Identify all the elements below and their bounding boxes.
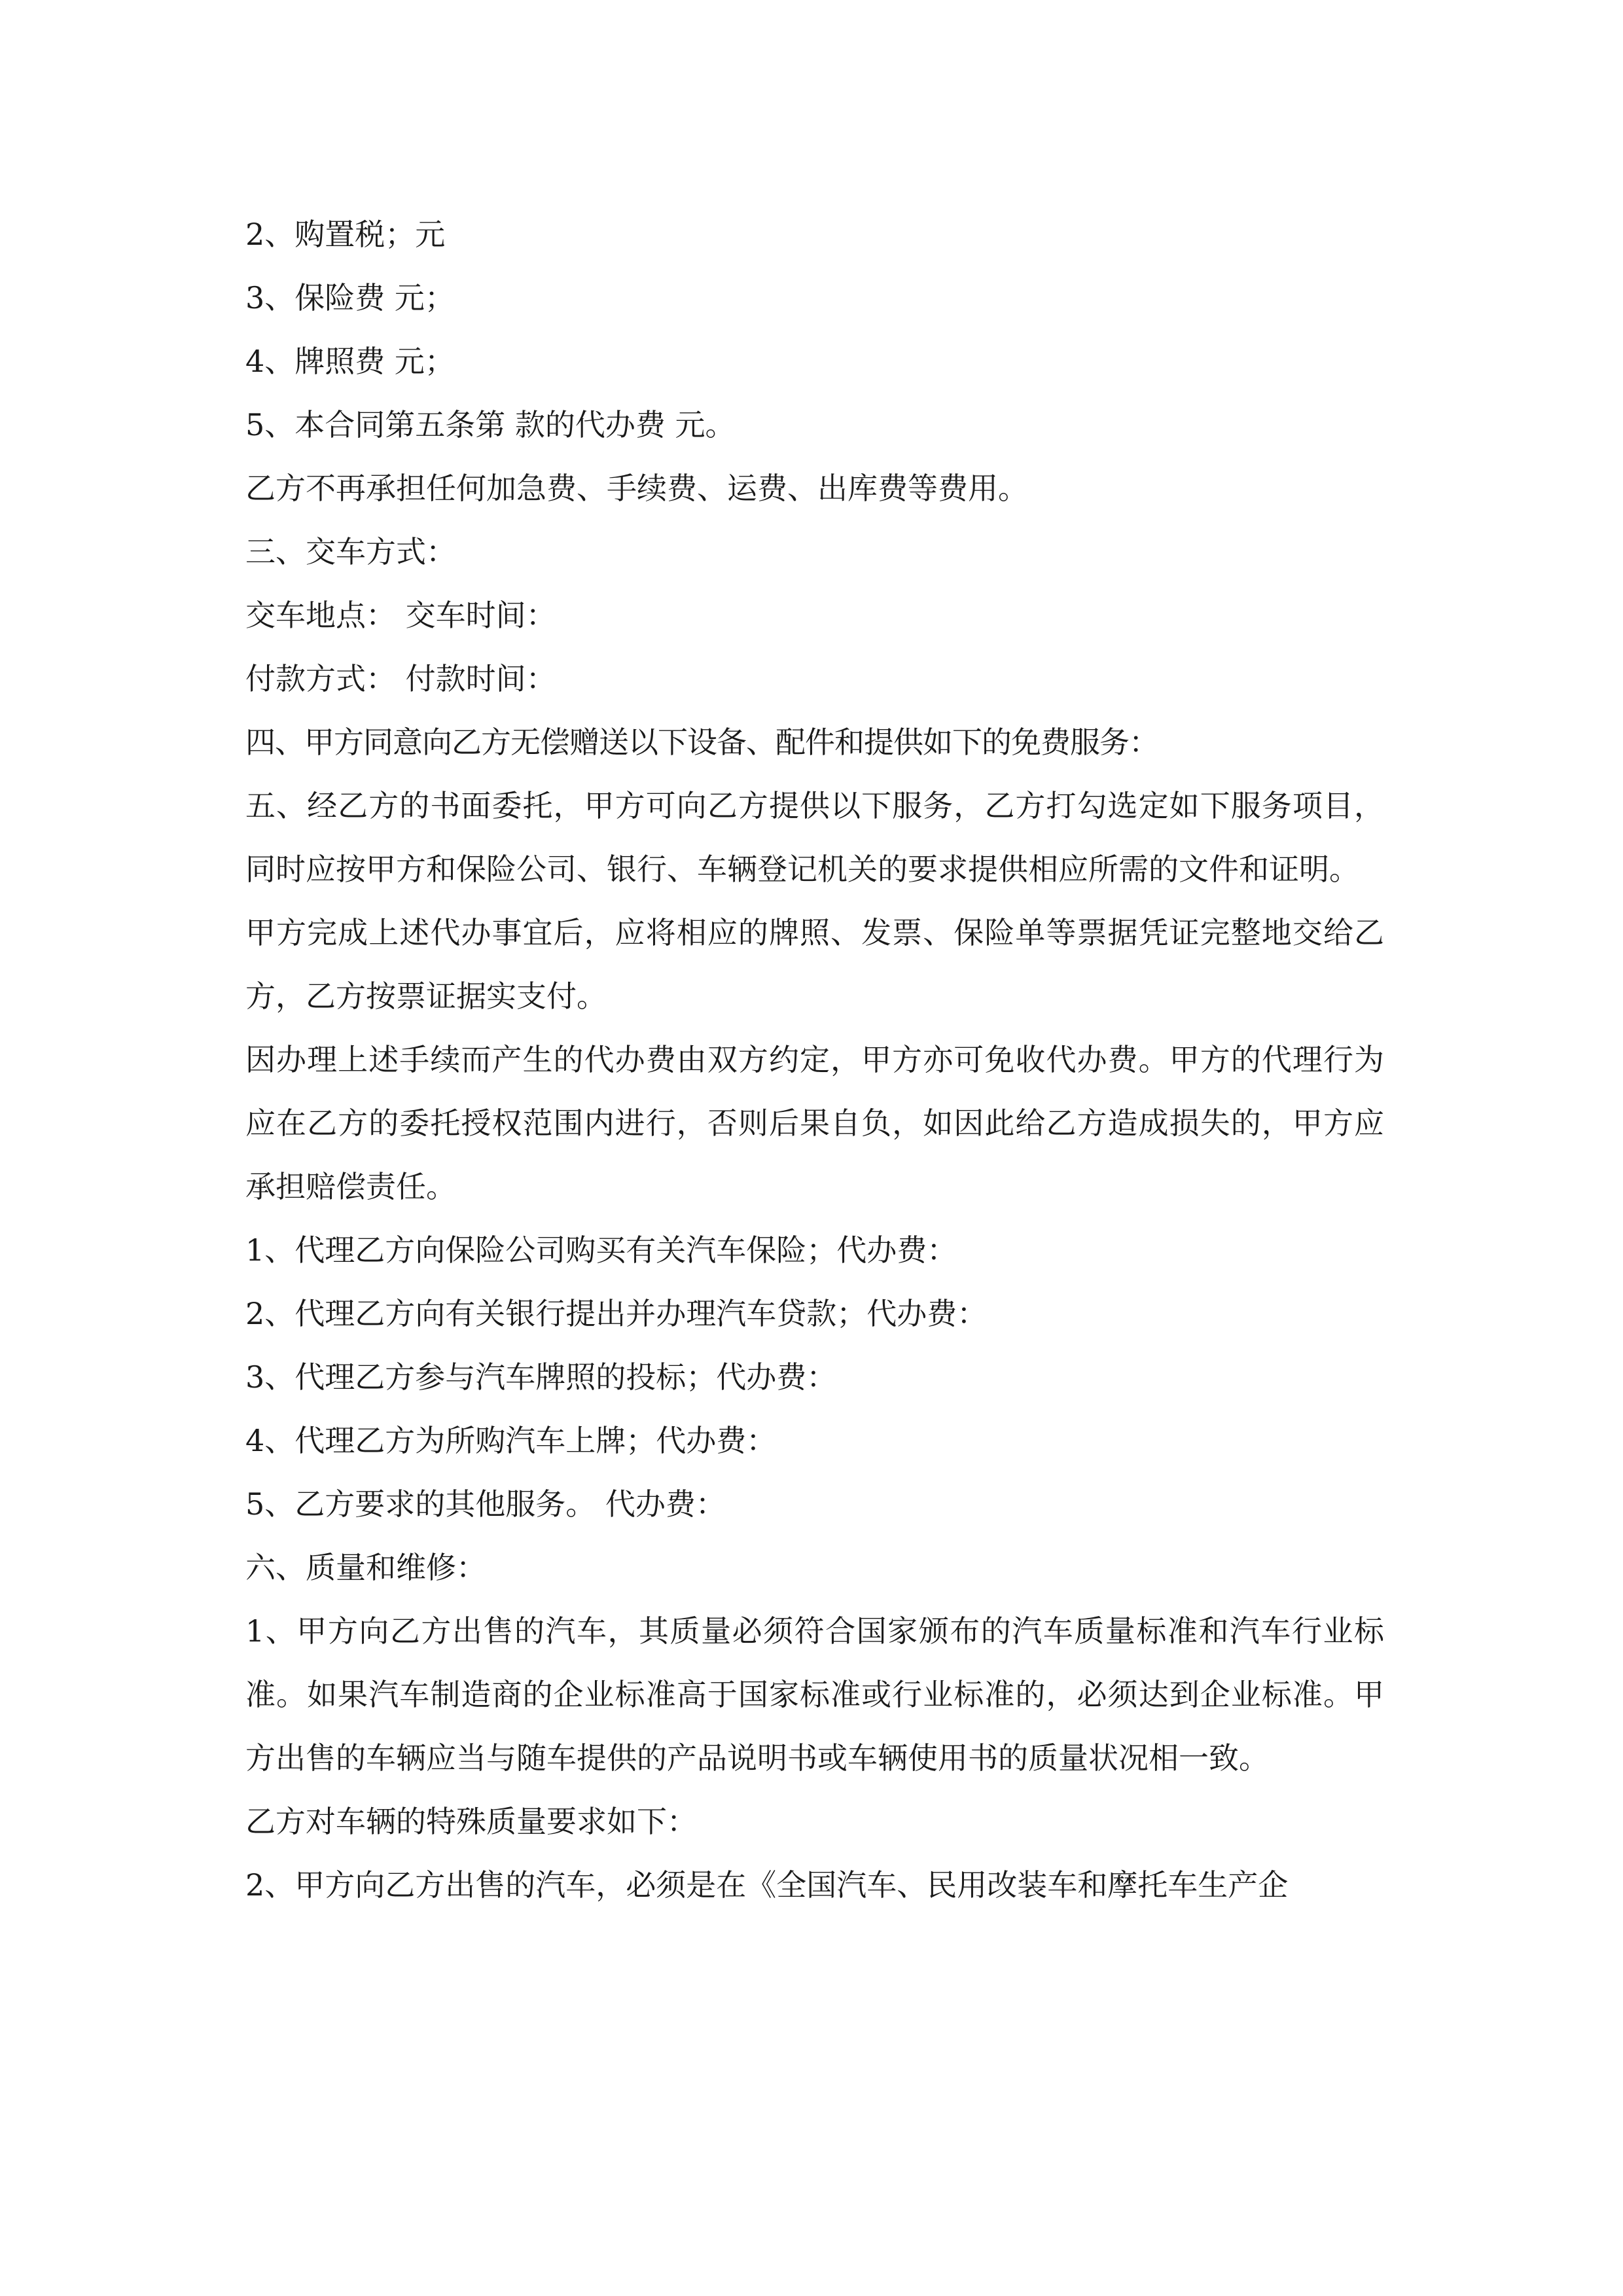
- list-item-insurance-agency: 1、代理乙方向保险公司购买有关汽车保险；代办费：: [245, 1232, 957, 1268]
- paragraph-delivery-place-time: 交车地点： 交车时间：: [245, 598, 556, 633]
- paragraph-vehicle-catalog: 2、甲方向乙方出售的汽车，必须是在《全国汽车、民用改装车和摩托车生产企: [245, 1867, 1289, 1903]
- paragraph-agency-fee-agreement: 因办理上述手续而产生的代办费由双方约定，甲方亦可免收代办费。甲方的代理行为应在乙方的委托授权范围内进行，否则后果自负，如因此给乙方造成损失的，甲方应承担赔偿责任。: [245, 1042, 1384, 1204]
- paragraph-payment-method-time: 付款方式： 付款时间：: [245, 661, 556, 696]
- list-item-plate-bidding: 3、代理乙方参与汽车牌照的投标；代办费：: [245, 1359, 837, 1395]
- paragraph-insurance-fee: 3、保险费 元；: [245, 280, 455, 315]
- document-body: [245, 203, 1384, 1917]
- list-item-loan-agency: 2、代理乙方向有关银行提出并办理汽车贷款；代办费：: [245, 1296, 988, 1331]
- section-heading-delivery: 三、交车方式：: [245, 534, 456, 569]
- paragraph-quality-standards: 1、甲方向乙方出售的汽车，其质量必须符合国家颁布的汽车质量标准和汽车行业标准。如果汽车制造商的企业标准高于国家标准或行业标准的，必须达到企业标准。甲方出售的车辆应当与随车提供的产品说明书或车辆使用书的质量状况相一致。: [245, 1613, 1384, 1776]
- paragraph-documents-handover: 甲方完成上述代办事宜后，应将相应的牌照、发票、保险单等票据凭证完整地交给乙方，乙方按票证据实支付。: [245, 915, 1384, 1014]
- section-paragraph-agency-services: 五、经乙方的书面委托，甲方可向乙方提供以下服务，乙方打勾选定如下服务项目，同时应按甲方和保险公司、银行、车辆登记机关的要求提供相应所需的文件和证明。: [245, 788, 1384, 887]
- section-heading-free-services: 四、甲方同意向乙方无偿赠送以下设备、配件和提供如下的免费服务：: [245, 725, 1158, 760]
- paragraph-no-extra-fees: 乙方不再承担任何加急费、手续费、运费、出库费等费用。: [245, 471, 1028, 506]
- list-item-other-services: 5、乙方要求的其他服务。 代办费：: [245, 1486, 726, 1522]
- paragraph-purchase-tax: 2、购置税；元: [245, 217, 446, 252]
- section-heading-quality: 六、质量和维修：: [245, 1550, 486, 1585]
- list-item-plate-registration: 4、代理乙方为所购汽车上牌；代办费：: [245, 1423, 777, 1458]
- paragraph-special-quality: 乙方对车辆的特殊质量要求如下：: [245, 1804, 697, 1839]
- paragraph-license-fee: 4、牌照费 元；: [245, 344, 455, 379]
- paragraph-agency-fee: 5、本合同第五条第 款的代办费 元。: [245, 407, 736, 442]
